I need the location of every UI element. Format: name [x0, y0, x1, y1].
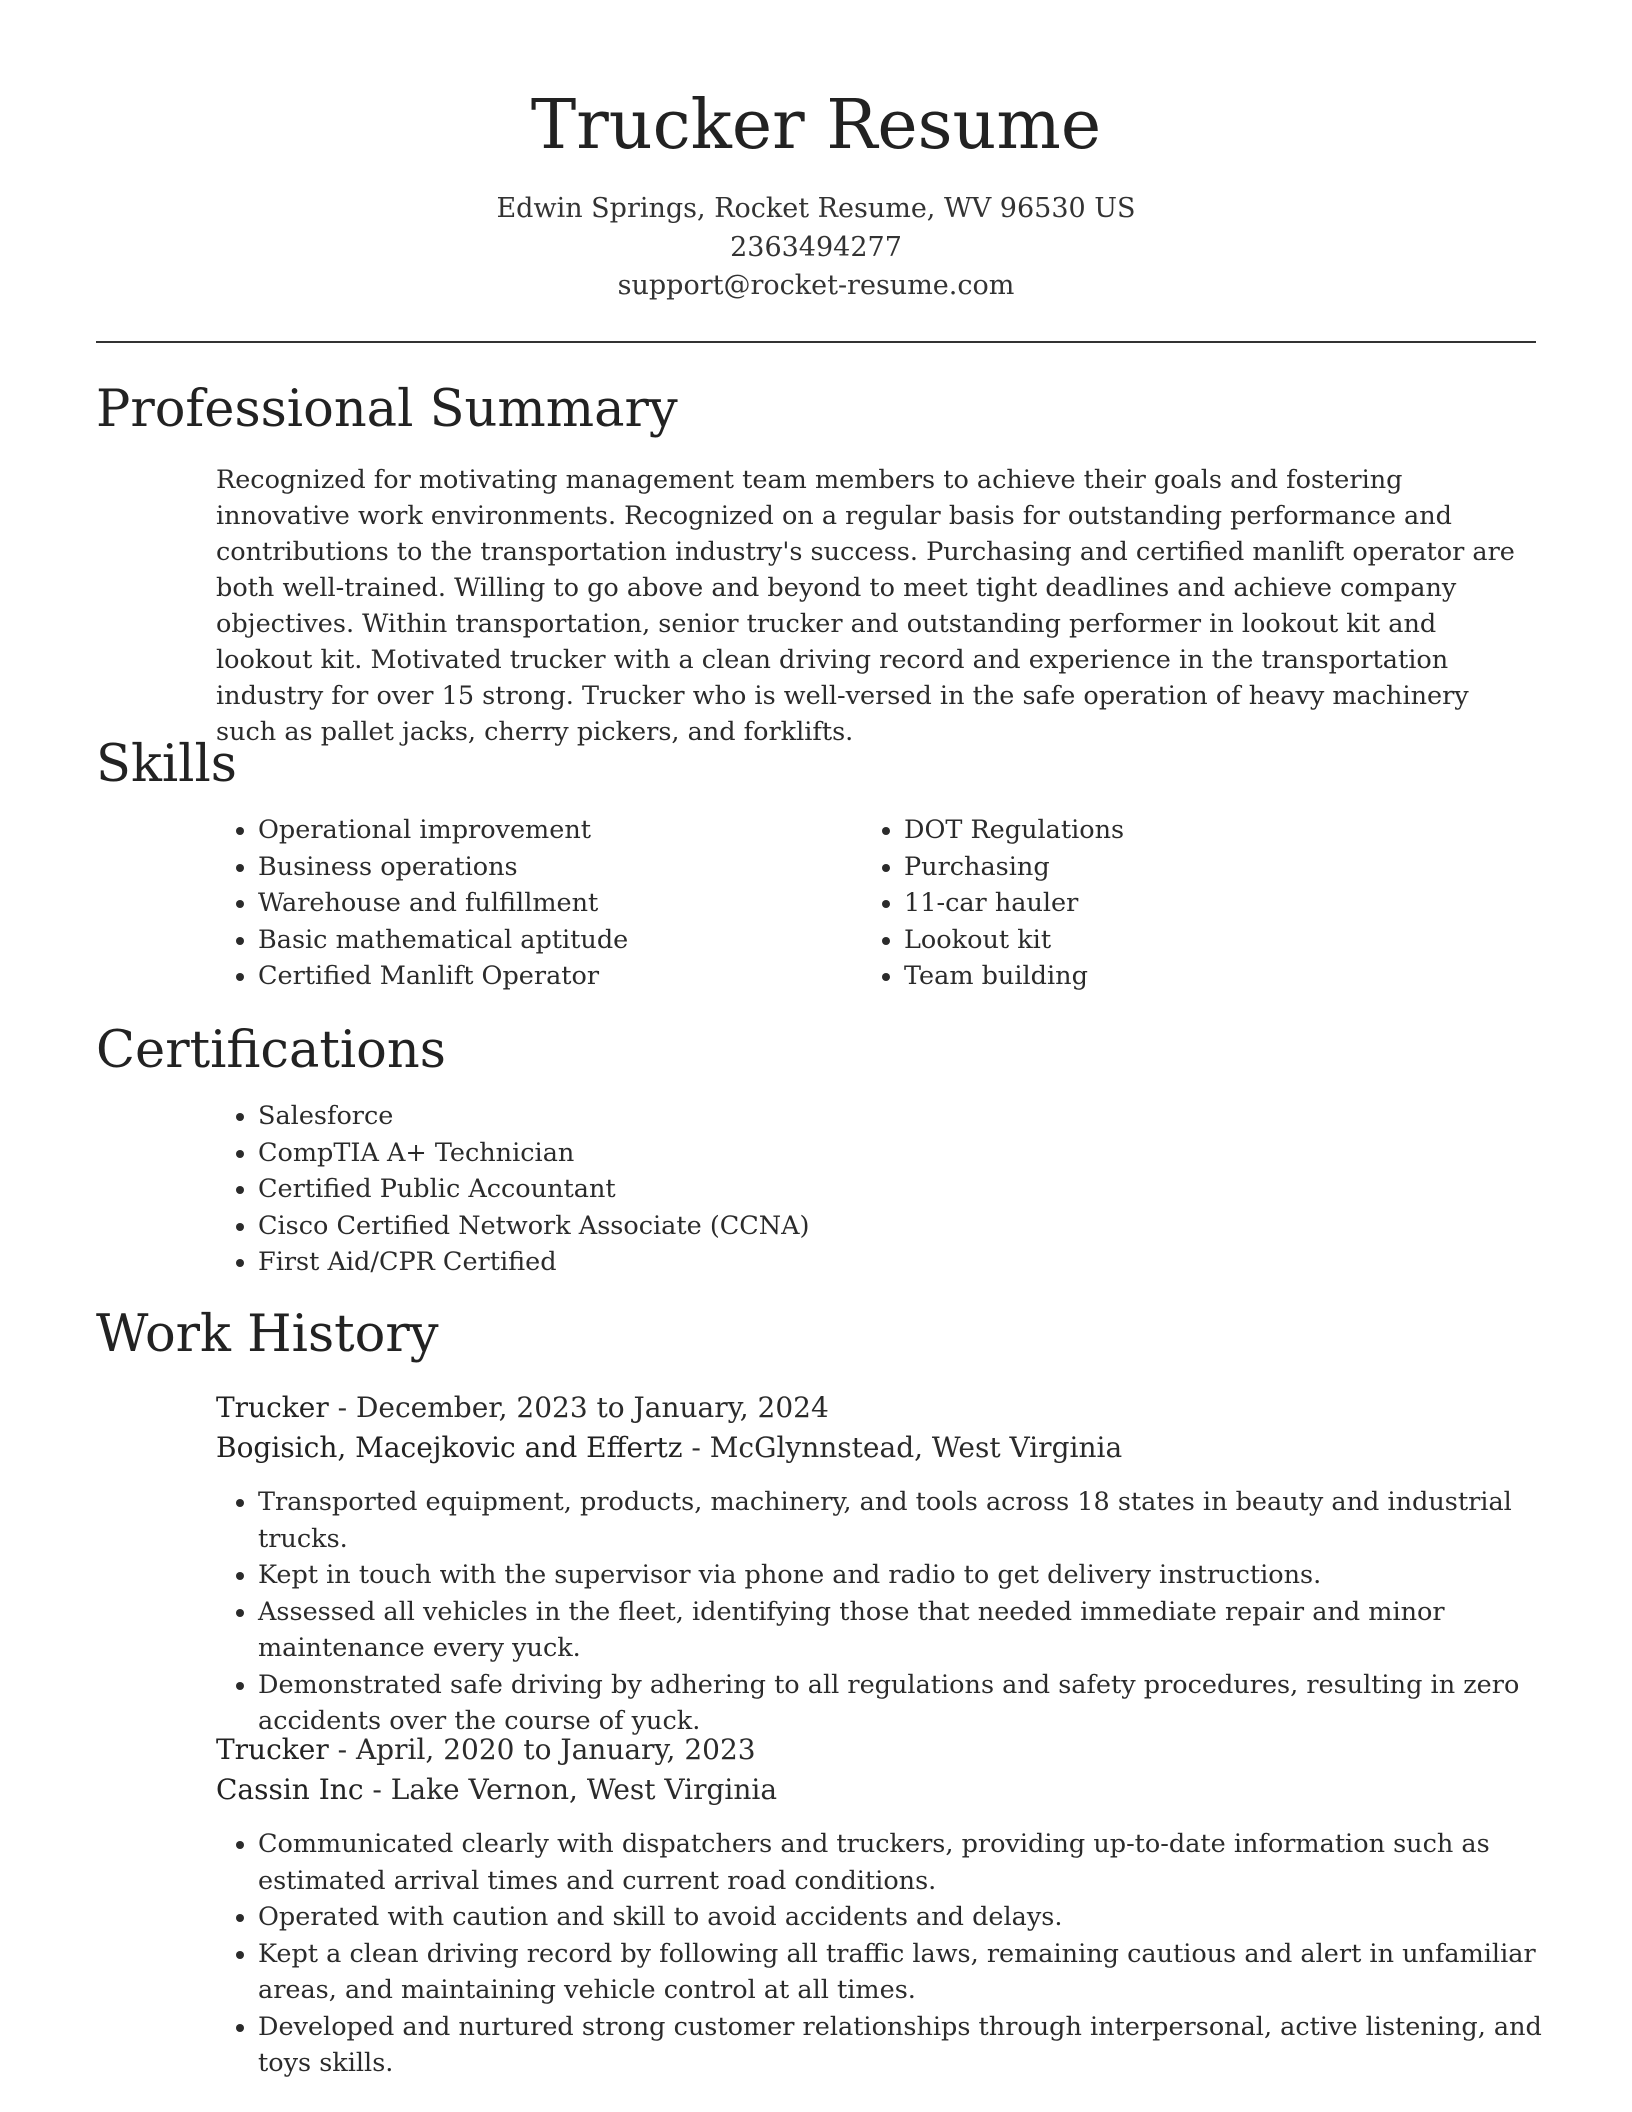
job-duty-item: • Operated with caution and skill to avoid accidents and delays. [258, 1899, 1584, 1936]
skills-list-right [860, 812, 1544, 995]
contact-address: Edwin Springs, Rocket Resume, WV 96530 US [496, 193, 1136, 224]
skill-item: • Operational improvement [258, 812, 858, 849]
job-title-line [216, 1730, 1536, 1770]
job-company: Bogisich, Macejkovic and Effertz [216, 1431, 683, 1464]
skill-item: • DOT Regulations [904, 812, 1544, 849]
skills-list-left [214, 812, 858, 995]
job-duty-item: • Transported equipment, products, machinery, and tools across 18 states in beauty and industrial trucks. [258, 1484, 1584, 1557]
header-divider [96, 341, 1536, 343]
job-duty-item: • Developed and nurtured strong customer relationships through interpersonal, active listening, and toys skills. [258, 2009, 1584, 2082]
summary-text: Recognized for motivating management team members to achieve their goals and fostering innovative work environments. Recognized on a regular basis for outstanding performance and contributions to the transportation industry's success. Purchasing and certified manlift operator are both well-trained. Willing to go above and beyond to meet tight deadlines and achieve company objectives. Within transportation, senior trucker and outstanding performer in lookout kit and lookout kit. Motivated trucker with a clean driving record and experience in the transportation industry for over 15 strong. Trucker who is well-versed in the safe operation of heavy machinery such as pallet jacks, cherry pickers, and forklifts. [216, 465, 1515, 747]
job-duty-item: • Assessed all vehicles in the fleet, identifying those that needed immediate repair and minor maintenance every yuck. [258, 1594, 1584, 1667]
certification-item: • Certified Public Accountant [258, 1171, 1558, 1208]
job-duties-list [214, 1826, 1584, 2082]
summary-heading: Professional Summary [96, 380, 678, 439]
job-role: Trucker [216, 1733, 329, 1766]
resume-title: Trucker Resume [530, 86, 1102, 165]
job-role: Trucker [216, 1391, 329, 1424]
job-duty-item: • Kept in touch with the supervisor via phone and radio to get delivery instructions. [258, 1557, 1584, 1594]
skill-item: • Warehouse and fulfillment [258, 885, 858, 922]
job-duties-list [214, 1484, 1584, 1740]
job-company: Cassin Inc [216, 1773, 364, 1806]
certification-item: • CompTIA A+ Technician [258, 1135, 1558, 1172]
job-duty-item: • Demonstrated safe driving by adhering to all regulations and safety procedures, resulting in zero accidents over the course of yuck. [258, 1667, 1584, 1740]
skills-heading: Skills [96, 735, 237, 794]
job-title-line [216, 1388, 1536, 1428]
job-dates: - December, 2023 to January, 2024 [328, 1391, 829, 1424]
certification-item: • Salesforce [258, 1098, 1558, 1135]
certifications-heading: Certifications [96, 1021, 446, 1080]
certification-item: • Cisco Certified Network Associate (CCNA) [258, 1208, 1558, 1245]
job-dates: - April, 2020 to January, 2023 [328, 1733, 756, 1766]
skill-item: • Lookout kit [904, 922, 1544, 959]
work-history-heading: Work History [96, 1305, 439, 1364]
skill-item: • Purchasing [904, 849, 1544, 886]
job-company-line [216, 1428, 1536, 1468]
certifications-list [214, 1098, 1558, 1281]
job-company-line [216, 1770, 1536, 1810]
skill-item: • Basic mathematical aptitude [258, 922, 858, 959]
job-duty-item: • Communicated clearly with dispatchers and truckers, providing up-to-date information such as estimated arrival times and current road conditions. [258, 1826, 1584, 1899]
contact-email: support@rocket-resume.com [617, 270, 1015, 301]
skill-item: • Certified Manlift Operator [258, 958, 858, 995]
job-location: - McGlynnstead, West Virginia [682, 1431, 1123, 1464]
job-duty-item: • Kept a clean driving record by following all traffic laws, remaining cautious and alert in unfamiliar areas, and maintaining vehicle control at all times. [258, 1936, 1584, 2009]
skill-item: • Business operations [258, 849, 858, 886]
skill-item: • Team building [904, 958, 1544, 995]
certification-item: • First Aid/CPR Certified [258, 1244, 1558, 1281]
job-location: - Lake Vernon, West Virginia [363, 1773, 778, 1806]
contact-phone: 2363494277 [730, 232, 902, 263]
skill-item: • 11-car hauler [904, 885, 1544, 922]
